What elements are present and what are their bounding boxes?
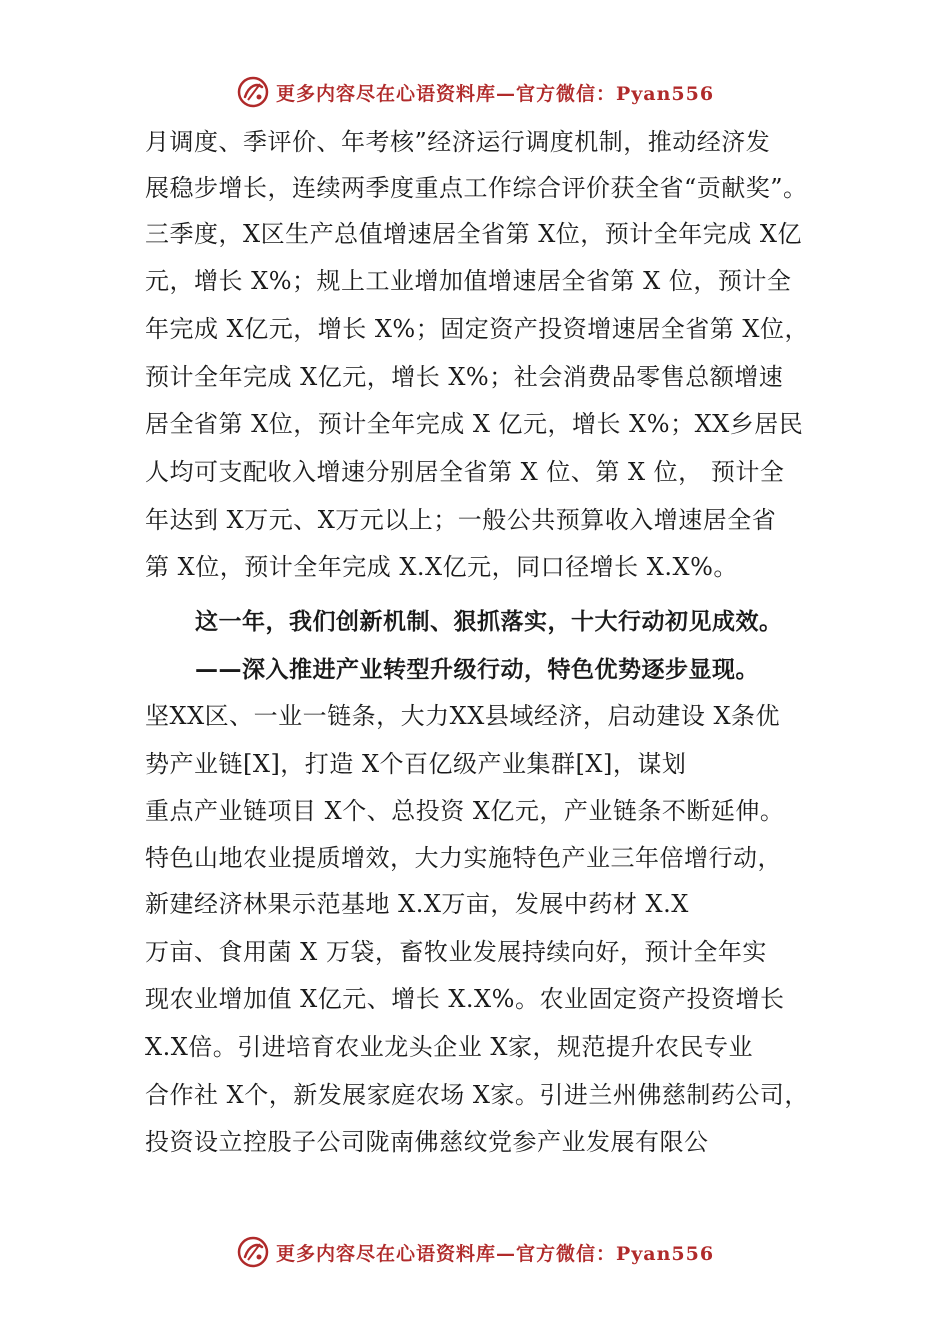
subsection-heading: ——深入推进产业转型升级行动，特色优势逐步显现。	[195, 657, 759, 683]
body-line: 合作社 X个，新发展家庭农场 X家。引进兰州佛慈制药公司，	[145, 1081, 809, 1109]
watermark-text: 更多内容尽在心语资料库—官方微信：Pyan556	[275, 82, 715, 105]
body-line: 第 X位，预计全年完成 X.X亿元，同口径增长 X.X%。	[145, 553, 738, 581]
body-line: 展稳步增长，连续两季度重点工作综合评价获全省“贡献奖”。	[145, 174, 808, 202]
body-line: 万亩、食用菌 X 万袋，畜牧业发展持续向好，预计全年实	[145, 938, 767, 966]
body-line: 元，增长 X%；规上工业增加值增速居全省第 X 位，预计全	[145, 267, 792, 295]
body-line: X.X倍。引进培育农业龙头企业 X家，规范提升农民专业	[145, 1033, 754, 1061]
body-line: 人均可支配收入增速分别居全省第 X 位、第 X 位， 预计全	[145, 458, 785, 486]
body-line: 居全省第 X位，预计全年完成 X 亿元，增长 X%；XX乡居民	[145, 410, 804, 438]
footer-watermark	[0, 1232, 950, 1272]
watermark-text: 更多内容尽在心语资料库—官方微信：Pyan556	[275, 1242, 715, 1265]
body-line: 三季度，X区生产总值增速居全省第 X位，预计全年完成 X亿	[145, 220, 803, 248]
body-line: 预计全年完成 X亿元，增长 X%；社会消费品零售总额增速	[145, 363, 784, 391]
body-line: 新建经济林果示范基地 X.X万亩，发展中药材 X.X	[145, 890, 689, 918]
body-line: 势产业链[X]，打造 X个百亿级产业集群[X]，谋划	[145, 750, 687, 778]
body-line: 年达到 X万元、X万元以上；一般公共预算收入增速居全省	[145, 506, 777, 534]
body-line: 现农业增加值 X亿元、增长 X.X%。农业固定资产投资增长	[145, 985, 785, 1013]
seal-logo-icon	[236, 75, 270, 109]
section-heading: 这一年，我们创新机制、狠抓落实，十大行动初见成效。	[195, 609, 783, 635]
body-line: 特色山地农业提质增效，大力实施特色产业三年倍增行动，	[145, 844, 782, 872]
body-line: 月调度、季评价、年考核”经济运行调度机制，推动经济发	[145, 128, 771, 156]
header-watermark	[0, 72, 950, 112]
body-line: 投资设立控股子公司陇南佛慈纹党参产业发展有限公	[145, 1128, 709, 1156]
seal-logo-icon	[236, 1235, 270, 1269]
body-line: 重点产业链项目 X个、总投资 X亿元，产业链条不断延伸。	[145, 797, 785, 825]
body-line: 坚XX区、一业一链条，大力XX县域经济，启动建设 X条优	[145, 702, 781, 730]
body-line: 年完成 X亿元，增长 X%；固定资产投资增速居全省第 X位，	[145, 315, 809, 343]
